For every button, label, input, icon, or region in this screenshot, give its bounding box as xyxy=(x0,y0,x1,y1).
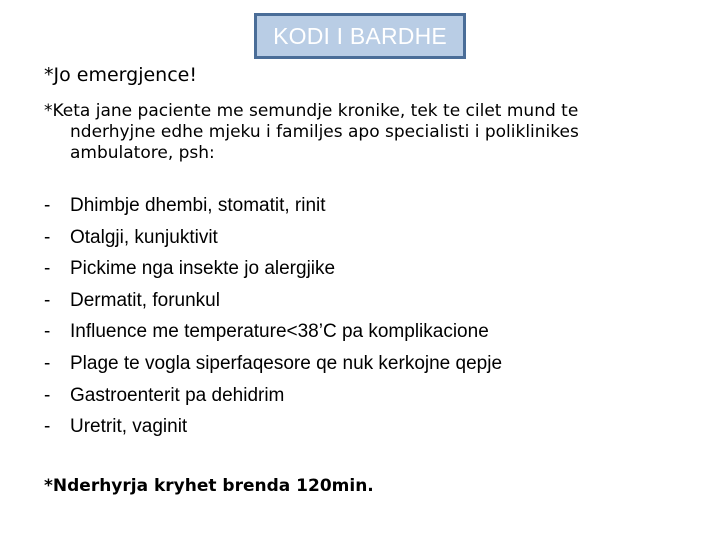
list-item-text: Plage te vogla siperfaqesore qe nuk kerkojne qepje xyxy=(70,352,503,374)
list-item-text: Pickime nga insekte jo alergjike xyxy=(70,258,336,280)
list-item-text: Gastroenterit pa dehidrim xyxy=(70,384,285,406)
dash-bullet: - xyxy=(44,416,51,438)
intro-paragraph xyxy=(44,101,684,164)
dash-bullet: - xyxy=(44,352,51,374)
list-item xyxy=(44,222,684,254)
list-item xyxy=(44,190,684,222)
list-item xyxy=(44,285,684,317)
list-item-text: Dermatit, forunkul xyxy=(70,289,220,311)
list-item xyxy=(44,253,684,285)
footer-note: *Nderhyrja kryhet brenda 120min. xyxy=(44,476,374,496)
intro-line: nderhyjne edhe mjeku i familjes apo specialisti i poliklinikes xyxy=(70,122,579,142)
dash-bullet: - xyxy=(44,258,51,280)
list-item xyxy=(44,380,684,412)
list-item xyxy=(44,348,684,380)
list-item-text: Otalgji, kunjuktivit xyxy=(70,226,218,248)
dash-bullet: - xyxy=(44,289,51,311)
dash-bullet: - xyxy=(44,226,51,248)
dash-bullet: - xyxy=(44,195,51,216)
list-item xyxy=(44,316,684,348)
subtitle: *Jo emergjence! xyxy=(44,64,197,86)
intro-line: *Keta jane paciente me semundje kronike, tek te cilet mund te xyxy=(44,101,579,121)
slide-title: KODI I BARDHE xyxy=(273,22,447,49)
list-item-text: Dhimbje dhembi, stomatit, rinit xyxy=(70,195,326,216)
list-item-text: Influence me temperature<38’C pa komplikacione xyxy=(70,321,489,343)
intro-line: ambulatore, psh: xyxy=(70,143,215,163)
list-item-text: Uretrit, vaginit xyxy=(70,416,188,438)
condition-list xyxy=(44,190,684,443)
dash-bullet: - xyxy=(44,384,51,406)
dash-bullet: - xyxy=(44,321,51,343)
slide-title-box xyxy=(254,13,466,59)
list-item xyxy=(44,411,684,443)
